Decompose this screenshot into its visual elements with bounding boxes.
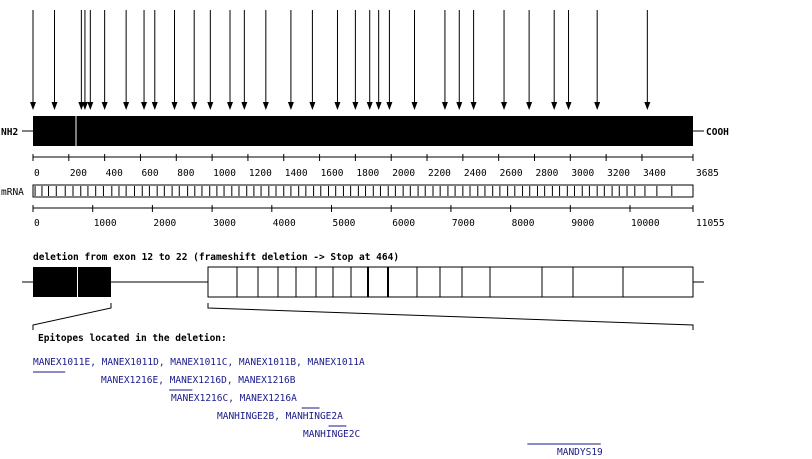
protein-scale-tick-label: 400 bbox=[105, 168, 123, 179]
epitope-arrow-head bbox=[471, 102, 477, 110]
deleted-exon-block-2 bbox=[78, 267, 111, 297]
protein-scale-tick-label: 1600 bbox=[320, 168, 344, 179]
protein-scale-tick-label: 3400 bbox=[642, 168, 666, 179]
epitope-arrow-head bbox=[288, 102, 294, 110]
epitope-arrow-head bbox=[207, 102, 213, 110]
deletion-title: deletion from exon 12 to 22 (frameshift deletion -> Stop at 464) bbox=[33, 252, 400, 263]
epitope-label: MANHINGE2B, MANHINGE2A bbox=[217, 411, 343, 422]
remaining-exons bbox=[208, 267, 693, 297]
epitope-arrow-head bbox=[551, 102, 557, 110]
protein-scale-tick-label: 800 bbox=[177, 168, 195, 179]
epitope-label: MANEX1216C, MANEX1216A bbox=[171, 393, 297, 404]
epitope-arrow-head bbox=[102, 102, 108, 110]
mrna-scale-tick-label: 10000 bbox=[631, 218, 660, 229]
epitope-label: MANEX1216E, MANEX1216D, MANEX1216B bbox=[101, 375, 296, 386]
cooh-label: COOH bbox=[706, 127, 729, 138]
mrna-scale-tick-label: 2000 bbox=[153, 218, 177, 229]
mrna-scale-tick-label: 8000 bbox=[511, 218, 535, 229]
nh2-label: NH2 bbox=[1, 127, 19, 138]
epitope-arrow-head bbox=[263, 102, 269, 110]
mrna-box bbox=[33, 185, 693, 197]
protein-scale-tick-label: 1200 bbox=[248, 168, 272, 179]
mrna-scale-tick-label: 4000 bbox=[272, 218, 296, 229]
protein-scale-tick-label: 600 bbox=[141, 168, 159, 179]
mrna-scale-end-label: 11055 bbox=[696, 218, 725, 229]
mrna-scale-tick-label: 9000 bbox=[571, 218, 595, 229]
protein-scale bbox=[33, 154, 719, 179]
epitope-arrow-head bbox=[644, 102, 650, 110]
mrna-scale-tick-label: 7000 bbox=[451, 218, 475, 229]
epitope-arrow-head bbox=[442, 102, 448, 110]
epitope-arrow-head bbox=[227, 102, 233, 110]
mrna-scale-tick-label: 0 bbox=[34, 218, 40, 229]
epitope-arrow-head bbox=[171, 102, 177, 110]
epitope-arrow-head bbox=[123, 102, 129, 110]
zoom-bracket-left bbox=[33, 303, 111, 330]
protein-scale-tick-label: 1800 bbox=[356, 168, 380, 179]
protein-scale-tick-label: 3000 bbox=[571, 168, 595, 179]
mrna-track bbox=[1, 185, 693, 198]
mrna-scale-tick-label: 6000 bbox=[392, 218, 416, 229]
protein-scale-tick-label: 2400 bbox=[463, 168, 487, 179]
mrna-scale bbox=[33, 205, 725, 229]
protein-scale-tick-label: 2800 bbox=[535, 168, 559, 179]
protein-scale-tick-label: 2000 bbox=[392, 168, 416, 179]
epitope-arrow-head bbox=[51, 102, 57, 110]
epitope-arrow-head bbox=[309, 102, 315, 110]
epitope-arrows bbox=[30, 10, 650, 110]
epitope-arrow-head bbox=[411, 102, 417, 110]
epitope-arrow-head bbox=[594, 102, 600, 110]
epitope-arrow-head bbox=[367, 102, 373, 110]
epitope-arrow-head bbox=[352, 102, 358, 110]
protein-scale-tick-label: 2200 bbox=[428, 168, 451, 179]
epitope-arrow-head bbox=[241, 102, 247, 110]
epitope-arrow-head bbox=[87, 102, 93, 110]
epitope-arrow-head bbox=[386, 102, 392, 110]
epitope-list bbox=[33, 357, 603, 458]
protein-scale-tick-label: 3200 bbox=[607, 168, 631, 179]
epitope-arrow-head bbox=[334, 102, 340, 110]
epitope-label: MANEX1011E, MANEX1011D, MANEX1011C, MANEX1011B, MANEX1011A bbox=[33, 357, 365, 368]
epitope-label: MANHINGE2C bbox=[303, 429, 361, 440]
mrna-scale-tick-label: 5000 bbox=[332, 218, 356, 229]
mrna-label: mRNA bbox=[1, 187, 24, 198]
protein-bar bbox=[1, 116, 729, 146]
epitopes-heading: Epitopes located in the deletion: bbox=[38, 333, 227, 344]
epitope-arrow-head bbox=[191, 102, 197, 110]
epitope-arrow-head bbox=[141, 102, 147, 110]
epitope-label: MANDYS19 bbox=[557, 447, 603, 458]
protein-scale-end-label: 3685 bbox=[696, 168, 719, 179]
epitope-arrow-head bbox=[152, 102, 158, 110]
epitope-arrow-head bbox=[30, 102, 36, 110]
protein-scale-tick-label: 0 bbox=[34, 168, 40, 179]
mrna-scale-tick-label: 3000 bbox=[213, 218, 236, 229]
epitope-arrow-head bbox=[376, 102, 382, 110]
epitope-arrow-head bbox=[456, 102, 462, 110]
deletion-diagram bbox=[22, 252, 704, 344]
epitope-arrow-head bbox=[526, 102, 532, 110]
mrna-scale-tick-label: 1000 bbox=[93, 218, 117, 229]
protein-scale-tick-label: 2600 bbox=[499, 168, 523, 179]
epitope-arrow-head bbox=[566, 102, 572, 110]
epitope-arrow-head bbox=[501, 102, 507, 110]
protein-bar-body bbox=[33, 116, 693, 146]
deleted-exon-block-1 bbox=[33, 267, 77, 297]
protein-scale-tick-label: 1000 bbox=[213, 168, 236, 179]
protein-scale-tick-label: 200 bbox=[69, 168, 87, 179]
zoom-bracket-right bbox=[208, 303, 693, 330]
protein-scale-tick-label: 1400 bbox=[284, 168, 308, 179]
